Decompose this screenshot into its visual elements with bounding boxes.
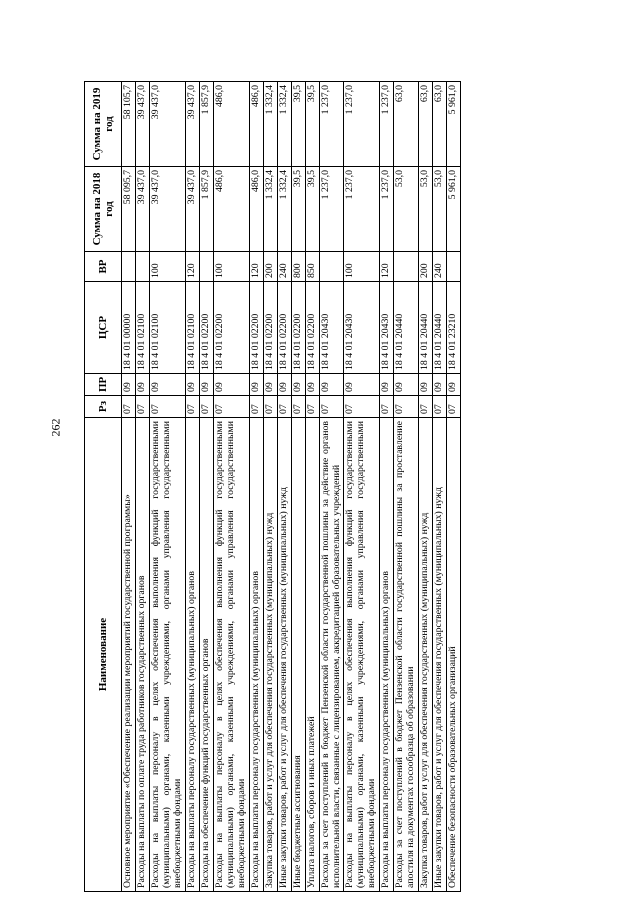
row-csr: 18 4 01 20430 (380, 282, 394, 374)
row-name: Расходы за счет поступлений в бюджет Пензенской области государственной пошлины за действие органов исполнительной власти, связанные с лицензированием, аккредитацией образовательных учреждений (319, 418, 344, 892)
row-sum-2019: 63,0 (419, 82, 433, 167)
row-sum-2019: 5 961,0 (447, 82, 461, 167)
rotated-page-content (84, 82, 604, 892)
row-sum-2018: 486,0 (249, 167, 263, 252)
row-csr: 18 4 01 02200 (291, 282, 305, 374)
row-vr: 100 (344, 252, 380, 282)
row-rz: 07 (433, 396, 447, 418)
row-pr: 09 (122, 374, 136, 396)
row-vr: 200 (263, 252, 277, 282)
row-csr: 18 4 01 02200 (199, 282, 213, 374)
row-pr: 09 (277, 374, 291, 396)
row-sum-2018: 39 437,0 (149, 167, 185, 252)
row-vr: 800 (291, 252, 305, 282)
row-sum-2018: 1 237,0 (380, 167, 394, 252)
row-sum-2019: 486,0 (249, 82, 263, 167)
row-rz: 07 (277, 396, 291, 418)
header-sum-2019: Сумма на 2019 год (85, 82, 122, 167)
row-sum-2019: 1 332,4 (277, 82, 291, 167)
row-name: Закупка товаров, работ и услуг для обеспечения государственных (муниципальных) нужд (263, 418, 277, 892)
row-rz: 07 (394, 396, 419, 418)
table-row (277, 82, 291, 892)
row-csr: 18 4 01 23210 (447, 282, 461, 374)
row-sum-2019: 39 437,0 (149, 82, 185, 167)
row-sum-2019: 39 437,0 (135, 82, 149, 167)
header-name: Наименование (85, 418, 122, 892)
table-row (447, 82, 461, 892)
row-pr: 09 (291, 374, 305, 396)
table-row (122, 82, 136, 892)
row-name: Обеспечение безопасности образовательных организаций (447, 418, 461, 892)
row-name: Расходы за счет поступлений в бюджет Пензенской области государственной пошлины за проставление апостиля на документах госообразца об образовании (394, 418, 419, 892)
row-sum-2019: 1 332,4 (263, 82, 277, 167)
row-vr (199, 252, 213, 282)
table-row (213, 82, 249, 892)
row-sum-2018: 53,0 (394, 167, 419, 252)
table-row (185, 82, 199, 892)
row-sum-2019: 63,0 (394, 82, 419, 167)
table-row (149, 82, 185, 892)
table-row (433, 82, 447, 892)
row-pr: 09 (344, 374, 380, 396)
row-name: Основное мероприятие «Обеспечение реализации мероприятий государственной программы» (122, 418, 136, 892)
header-rz: Рз (85, 396, 122, 418)
row-pr: 09 (433, 374, 447, 396)
row-name: Закупка товаров, работ и услуг для обеспечения государственных (муниципальных) нужд (419, 418, 433, 892)
row-pr: 09 (380, 374, 394, 396)
row-csr: 18 4 01 02200 (277, 282, 291, 374)
row-vr (122, 252, 136, 282)
row-rz: 07 (305, 396, 319, 418)
row-rz: 07 (122, 396, 136, 418)
row-rz: 07 (447, 396, 461, 418)
row-pr: 09 (319, 374, 344, 396)
table-row (249, 82, 263, 892)
row-name: Иные закупки товаров, работ и услуг для обеспечения государственных (муниципальных) нужд (433, 418, 447, 892)
row-vr: 100 (213, 252, 249, 282)
row-csr: 18 4 01 00000 (122, 282, 136, 374)
row-sum-2019: 1 237,0 (319, 82, 344, 167)
row-sum-2019: 486,0 (213, 82, 249, 167)
row-vr: 240 (277, 252, 291, 282)
row-rz: 07 (319, 396, 344, 418)
row-sum-2018: 5 961,0 (447, 167, 461, 252)
row-sum-2018: 1 332,4 (263, 167, 277, 252)
row-vr (447, 252, 461, 282)
table-row (344, 82, 380, 892)
row-pr: 09 (305, 374, 319, 396)
row-rz: 07 (344, 396, 380, 418)
row-sum-2018: 1 237,0 (319, 167, 344, 252)
row-vr: 120 (380, 252, 394, 282)
row-name: Расходы на выплаты персоналу в целях обеспечения выполнения функций государственными (муниципальными) органами, казенными учреждениями, органами управления государственными внебюджетными фондами (213, 418, 249, 892)
row-csr: 18 4 01 02100 (185, 282, 199, 374)
row-vr: 200 (419, 252, 433, 282)
row-pr: 09 (135, 374, 149, 396)
table-row (319, 82, 344, 892)
row-name: Иные бюджетные ассигнования (291, 418, 305, 892)
row-csr: 18 4 01 02200 (263, 282, 277, 374)
row-sum-2018: 39,5 (305, 167, 319, 252)
row-pr: 09 (199, 374, 213, 396)
row-name: Расходы на выплаты по оплате труда работников государственных органов (135, 418, 149, 892)
row-name: Расходы на выплаты персоналу в целях обеспечения выполнения функций государственными (муниципальными) органами, казенными учреждениями, органами управления государственными внебюджетными фондами (149, 418, 185, 892)
row-sum-2019: 39,5 (291, 82, 305, 167)
row-pr: 09 (263, 374, 277, 396)
row-pr: 09 (447, 374, 461, 396)
row-rz: 07 (149, 396, 185, 418)
row-rz: 07 (249, 396, 263, 418)
budget-table (84, 81, 461, 892)
row-vr: 850 (305, 252, 319, 282)
row-sum-2018: 53,0 (433, 167, 447, 252)
row-sum-2019: 39 437,0 (185, 82, 199, 167)
row-rz: 07 (380, 396, 394, 418)
row-sum-2018: 39 437,0 (135, 167, 149, 252)
row-csr: 18 4 01 20430 (319, 282, 344, 374)
row-csr: 18 4 01 02200 (249, 282, 263, 374)
row-csr: 18 4 01 20430 (344, 282, 380, 374)
row-rz: 07 (419, 396, 433, 418)
row-csr: 18 4 01 02100 (149, 282, 185, 374)
row-vr: 120 (185, 252, 199, 282)
header-sum-2018: Сумма на 2018 год (85, 167, 122, 252)
row-pr: 09 (213, 374, 249, 396)
table-row (135, 82, 149, 892)
header-pr: ПР (85, 374, 122, 396)
row-sum-2019: 58 105,7 (122, 82, 136, 167)
row-sum-2019: 1 857,9 (199, 82, 213, 167)
header-vr: ВР (85, 252, 122, 282)
row-name: Расходы на выплаты персоналу государственных (муниципальных) органов (185, 418, 199, 892)
table-row (199, 82, 213, 892)
row-sum-2018: 39,5 (291, 167, 305, 252)
row-name: Расходы на обеспечение функций государственных органов (199, 418, 213, 892)
row-sum-2019: 63,0 (433, 82, 447, 167)
row-rz: 07 (213, 396, 249, 418)
row-csr: 18 4 01 02200 (213, 282, 249, 374)
row-pr: 09 (185, 374, 199, 396)
row-pr: 09 (249, 374, 263, 396)
row-rz: 07 (135, 396, 149, 418)
table-row (291, 82, 305, 892)
page-number: 262 (48, 418, 63, 437)
row-sum-2018: 1 237,0 (344, 167, 380, 252)
table-row (419, 82, 433, 892)
row-csr: 18 4 01 20440 (419, 282, 433, 374)
row-csr: 18 4 01 02100 (135, 282, 149, 374)
row-pr: 09 (419, 374, 433, 396)
row-name: Расходы на выплаты персоналу в целях обеспечения выполнения функций государственными (муниципальными) органами, казенными учреждениями, органами управления государственными внебюджетными фондами (344, 418, 380, 892)
table-header-row (85, 82, 122, 892)
row-vr: 120 (249, 252, 263, 282)
row-name: Расходы на выплаты персоналу государственных (муниципальных) органов (249, 418, 263, 892)
header-csr: ЦСР (85, 282, 122, 374)
row-name: Уплата налогов, сборов и иных платежей (305, 418, 319, 892)
row-csr: 18 4 01 20440 (394, 282, 419, 374)
row-rz: 07 (185, 396, 199, 418)
table-row (394, 82, 419, 892)
row-sum-2018: 53,0 (419, 167, 433, 252)
row-sum-2018: 1 332,4 (277, 167, 291, 252)
row-vr (135, 252, 149, 282)
row-sum-2018: 58 095,7 (122, 167, 136, 252)
row-pr: 09 (394, 374, 419, 396)
row-vr: 100 (149, 252, 185, 282)
row-sum-2018: 486,0 (213, 167, 249, 252)
row-sum-2018: 1 857,9 (199, 167, 213, 252)
row-name: Иные закупки товаров, работ и услуг для обеспечения государственных (муниципальных) нужд (277, 418, 291, 892)
table-row (305, 82, 319, 892)
row-vr (394, 252, 419, 282)
row-rz: 07 (199, 396, 213, 418)
row-csr: 18 4 01 02200 (305, 282, 319, 374)
row-name: Расходы на выплаты персоналу государственных (муниципальных) органов (380, 418, 394, 892)
row-sum-2019: 1 237,0 (380, 82, 394, 167)
row-sum-2019: 1 237,0 (344, 82, 380, 167)
row-csr: 18 4 01 20440 (433, 282, 447, 374)
row-pr: 09 (149, 374, 185, 396)
row-vr (319, 252, 344, 282)
table-row (380, 82, 394, 892)
row-sum-2019: 39,5 (305, 82, 319, 167)
row-vr: 240 (433, 252, 447, 282)
table-row (263, 82, 277, 892)
row-rz: 07 (291, 396, 305, 418)
row-sum-2018: 39 437,0 (185, 167, 199, 252)
row-rz: 07 (263, 396, 277, 418)
